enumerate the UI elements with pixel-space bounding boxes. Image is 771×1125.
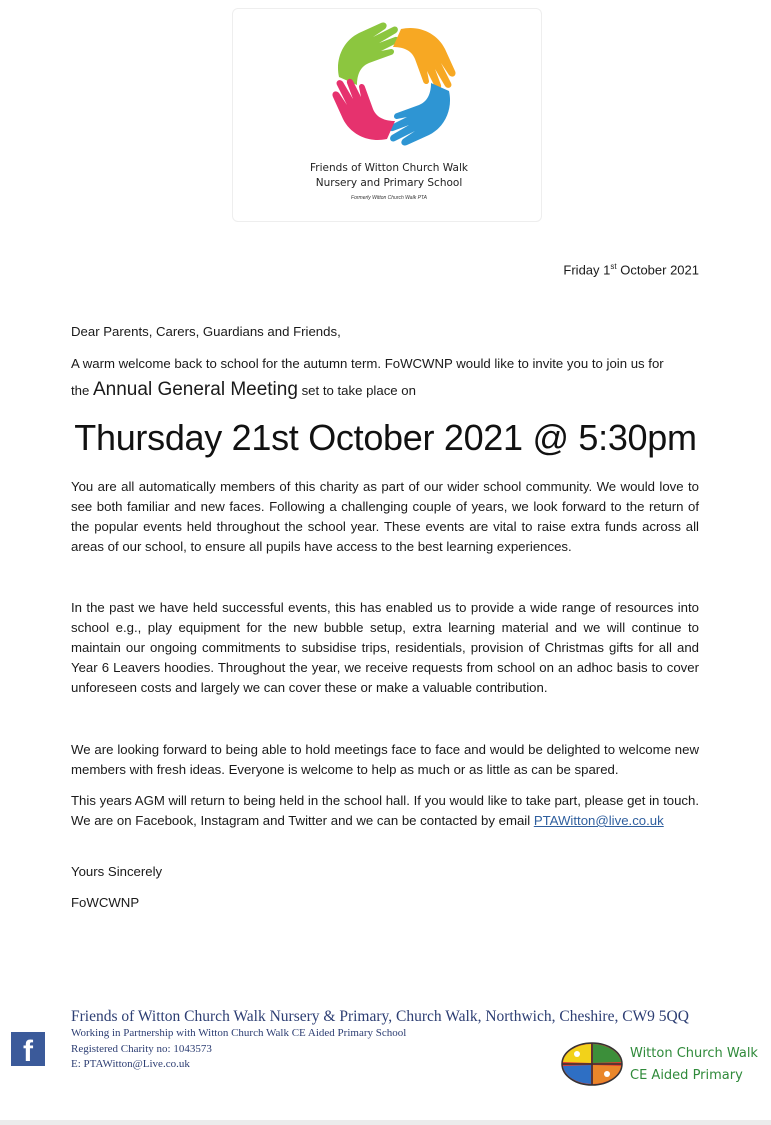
signoff: Yours Sincerely bbox=[71, 864, 163, 879]
meeting-date-headline: Thursday 21st October 2021 @ 5:30pm bbox=[74, 417, 697, 458]
school-name-line2: CE Aided Primary bbox=[630, 1068, 743, 1083]
greeting: Dear Parents, Carers, Guardians and Friends, bbox=[71, 324, 341, 339]
intro-prefix: the bbox=[71, 383, 93, 398]
date-ordinal: st bbox=[610, 262, 617, 271]
logo-subtitle: Formerly Witton Church Walk PTA bbox=[351, 195, 427, 201]
pink-hand-icon bbox=[332, 79, 395, 140]
logo-title bbox=[305, 161, 473, 191]
contact-text: This years AGM will return to being held in the school hall. If you would like to take part, please get in touch. We are on Facebook, Instagram and Twitter and we can be contacted by email bbox=[71, 793, 699, 828]
blue-hand-icon bbox=[389, 83, 450, 146]
paragraph-past-events: In the past we have held successful events, this has enabled us to provide a wide range of resources into school e.g., play equipment for the new bubble setup, extra learning material and we will continue to maintain our ongoing commitments to subsidise trips, residentials, provision of Christmas gifts for all and Year 6 Leavers hoodies. Throughout the year, we receive requests from school on an adhoc basis to cover unforeseen costs and largely we can cover these or make a valuable contribution. bbox=[71, 600, 699, 695]
school-badge-icon bbox=[561, 1042, 623, 1086]
footer-email: E: PTAWitton@Live.co.uk bbox=[71, 1058, 190, 1070]
footer-partnership: Working in Partnership with Witton Church Walk CE Aided Primary School bbox=[71, 1027, 407, 1039]
orange-hand-icon bbox=[393, 28, 456, 89]
logo-title-line1: Friends of Witton Church Walk bbox=[310, 162, 468, 174]
paragraph-meetings: We are looking forward to being able to hold meetings face to face and would be delighted to welcome new members with fresh ideas. Everyone is welcome to help as much or as little as can be spared. bbox=[71, 742, 699, 777]
green-hand-icon bbox=[338, 22, 399, 85]
hands-logo-icon bbox=[329, 19, 459, 149]
logo-title-line2: Nursery and Primary School bbox=[315, 177, 463, 189]
intro-line-2 bbox=[71, 377, 699, 404]
date-prefix: Friday 1 bbox=[563, 262, 611, 278]
date-suffix: October 2021 bbox=[616, 262, 699, 278]
fowcwnp-logo bbox=[232, 8, 542, 222]
agm-title: Annual General Meeting bbox=[93, 379, 298, 400]
paragraph-membership: You are all automatically members of this charity as part of our wider school community. We would love to see both familiar and new faces. Following a challenging couple of years, we look forward to the return of the popular events held throughout the school year. These events are vital to raise extra funds across all areas of our school, to ensure all pupils have access to the best learning experiences. bbox=[71, 479, 699, 554]
signature: FoWCWNP bbox=[71, 895, 140, 910]
letter-date bbox=[563, 262, 699, 277]
facebook-icon[interactable]: f bbox=[11, 1032, 45, 1066]
footer-charity-number: Registered Charity no: 1043573 bbox=[71, 1043, 212, 1055]
paragraph-contact bbox=[71, 791, 699, 831]
school-name-line1: Witton Church Walk bbox=[630, 1046, 758, 1061]
footer-address: Friends of Witton Church Walk Nursery & Primary, Church Walk, Northwich, Cheshire, CW9 5QQ bbox=[71, 1008, 689, 1025]
intro-line-1: A warm welcome back to school for the autumn term. FoWCWNP would like to invite you to join us for bbox=[71, 356, 664, 371]
intro-suffix: set to take place on bbox=[297, 383, 416, 398]
page-bottom-edge bbox=[0, 1120, 771, 1125]
email-link[interactable]: PTAWitton@live.co.uk bbox=[533, 813, 664, 828]
